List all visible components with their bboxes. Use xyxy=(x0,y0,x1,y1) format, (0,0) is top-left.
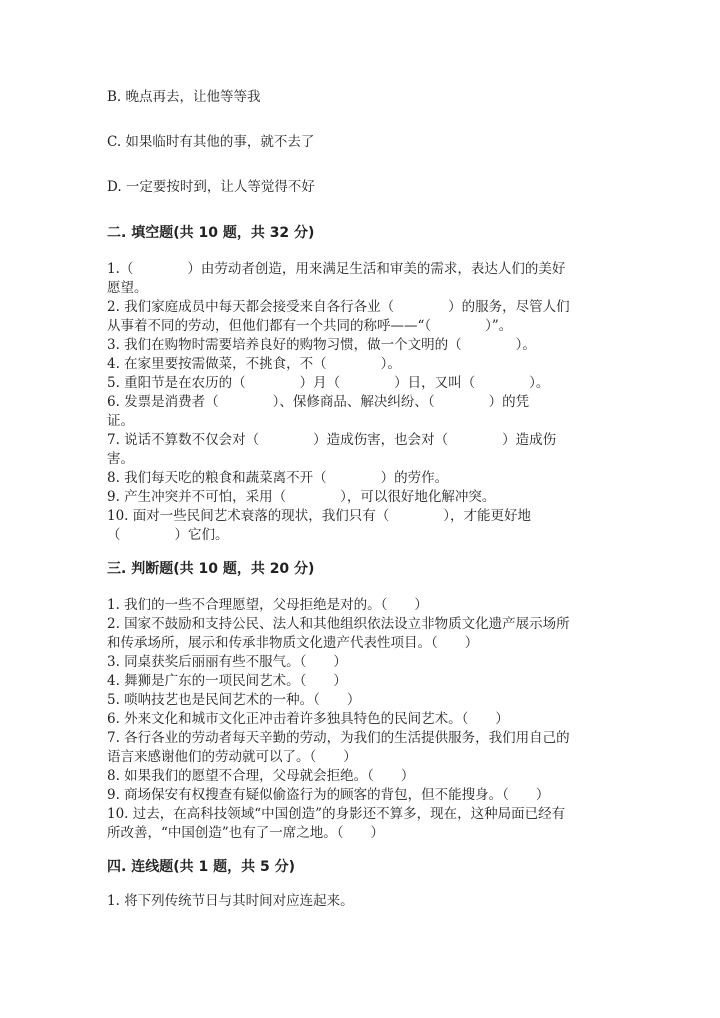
fill-blank-line: 9. 产生冲突并不可怕，采用（ ），可以很好地化解冲突。 xyxy=(107,489,496,505)
fill-blank-line: 1.（ ）由劳动者创造，用来满足生活和审美的需求，表达人们的美好 xyxy=(107,261,566,277)
fill-blank-line: 3. 我们在购物时需要培养良好的购物习惯，做一个文明的（ ）。 xyxy=(107,337,536,353)
fill-blank-line: 5. 重阳节是在农历的（ ）月（ ）日，又叫（ ）。 xyxy=(107,375,550,391)
true-false-line: 2. 国家不鼓励和支持公民、法人和其他组织依法设立非物质文化遗产展示场所 xyxy=(107,616,570,632)
fill-blank-line: 6. 发票是消费者（ ）、保修商品、解决纠纷、（ ）的凭 xyxy=(107,394,530,410)
true-false-line: 4. 舞狮是广东的一项民间艺术。（ ） xyxy=(107,673,347,689)
true-false-line: 语言来感谢他们的劳动就可以了。（ ） xyxy=(107,749,357,765)
true-false-line: 6. 外来文化和城市文化正冲击着许多独具特色的民间艺术。（ ） xyxy=(107,711,509,727)
option-c: C. 如果临时有其他的事，就不去了 xyxy=(107,134,315,150)
true-false-line: 10. 过去，在高科技领域“中国创造”的身影还不算多，现在，这种局面已经有 xyxy=(107,806,566,822)
fill-blank-line: 4. 在家里要按需做菜，不挑食，不（ ）。 xyxy=(107,356,401,372)
fill-blank-line: 8. 我们每天吃的粮食和蔬菜离不开（ ）的劳作。 xyxy=(107,470,449,486)
true-false-line: 所改善，“中国创造”也有了一席之地。（ ） xyxy=(107,825,385,841)
true-false-line: 7. 各行各业的劳动者每天辛勤的劳动，为我们的生活提供服务，我们用自己的 xyxy=(107,730,570,746)
true-false-line: 9. 商场保安有权搜查有疑似偷盗行为的顾客的背包，但不能搜身。（ ） xyxy=(107,787,550,803)
option-d: D. 一定要按时到，让人等觉得不好 xyxy=(107,179,315,195)
true-false-line: 1. 我们的一些不合理愿望，父母拒绝是对的。（ ） xyxy=(107,597,428,613)
section-true-false-title: 三. 判断题(共 10 题，共 20 分) xyxy=(107,561,315,577)
true-false-line: 和传承场所，展示和传承非物质文化遗产代表性项目。（ ） xyxy=(107,635,479,651)
section-matching-title: 四. 连线题(共 1 题，共 5 分) xyxy=(107,859,295,875)
fill-blank-line: 2. 我们家庭成员中每天都会接受来自各行各业（ ）的服务，尽管人们 xyxy=(107,299,570,315)
fill-blank-line: 10. 面对一些民间艺术衰落的现状，我们只有（ ），才能更好地 xyxy=(107,508,532,524)
true-false-line: 8. 如果我们的愿望不合理，父母就会拒绝。（ ） xyxy=(107,768,415,784)
fill-blank-line: 证。 xyxy=(107,413,134,429)
section-fill-blank-title: 二. 填空题(共 10 题，共 32 分) xyxy=(107,225,315,241)
true-false-line: 3. 同桌获奖后丽丽有些不服气。（ ） xyxy=(107,654,347,670)
matching-line: 1. 将下列传统节日与其时间对应连起来。 xyxy=(107,893,354,909)
fill-blank-line: 从事着不同的劳动，但他们都有一个共同的称呼——“（ ）”。 xyxy=(107,318,513,334)
fill-blank-line: 愿望。 xyxy=(107,280,148,296)
fill-blank-line: （ ）它们。 xyxy=(107,527,229,543)
option-b: B. 晚点再去，让他等等我 xyxy=(107,89,261,105)
fill-blank-line: 7. 说话不算数不仅会对（ ）造成伤害，也会对（ ）造成伤 xyxy=(107,432,557,448)
true-false-line: 5. 唢呐技艺也是民间艺术的一种。（ ） xyxy=(107,692,361,708)
fill-blank-line: 害。 xyxy=(107,451,134,467)
